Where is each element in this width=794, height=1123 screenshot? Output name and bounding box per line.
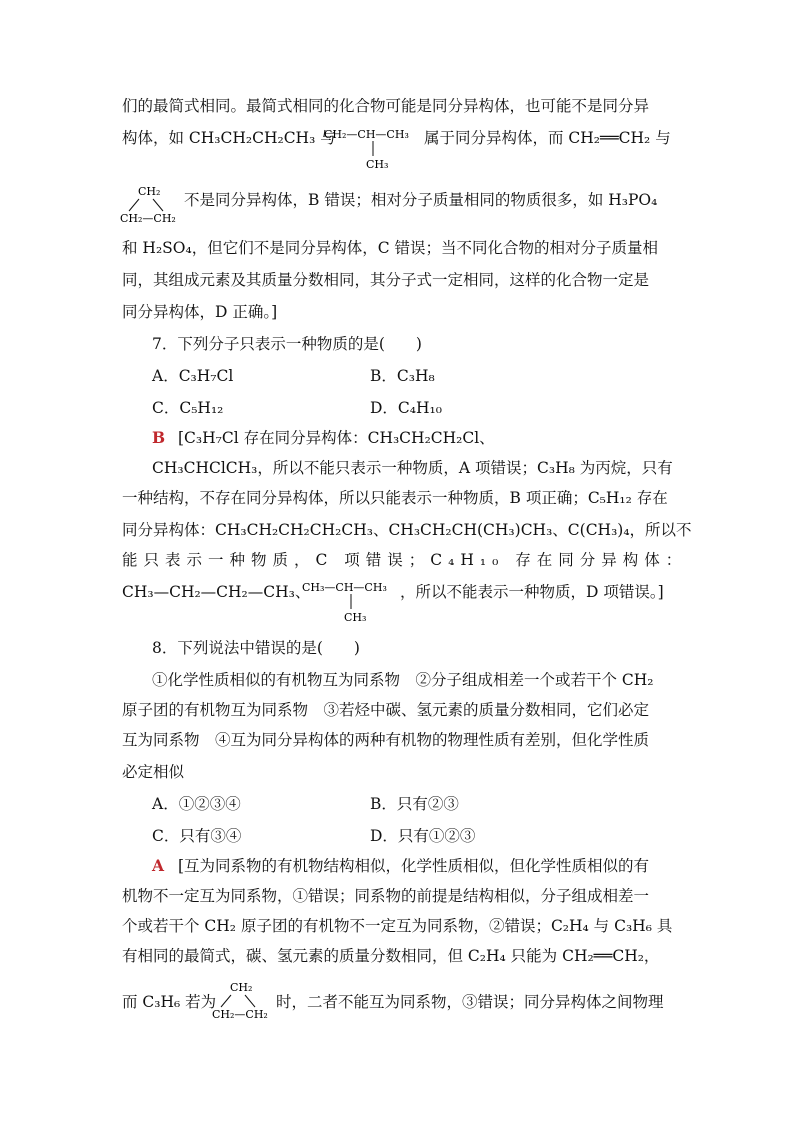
q8-explain-2: 机物不一定互为同系物，①错误；同系物的前提是结构相似，分子组成相差一 — [122, 887, 650, 905]
q7-option-a: A．C₃H₇Cl — [152, 367, 234, 385]
p1-line2a: 构体，如 CH₃CH₂CH₂CH₃ 与 — [122, 129, 336, 147]
p1-line6: 同分异构体，D 正确。] — [122, 303, 278, 321]
q7-answer: B — [152, 428, 166, 447]
q8-statement-1: ①化学性质相似的有机物互为同系物 ②分子组成相差一个或若干个 CH₂ — [152, 671, 654, 689]
isobutane-structure — [324, 124, 424, 176]
p1-line3: 不是同分异构体，B 错误；相对分子质量相同的物质很多，如 H₃PO₄ — [184, 191, 658, 209]
q7-option-b: B．C₃H₈ — [370, 367, 435, 385]
q8-option-c: C．只有③④ — [152, 827, 242, 845]
q7-option-c: C．C₅H₁₂ — [152, 399, 224, 417]
isobutane-main: CH₂—CH—CH₃ — [324, 128, 409, 141]
q8-option-d: D．只有①②③ — [370, 827, 476, 845]
q8-statement-4: 必定相似 — [122, 763, 185, 781]
p1-line2b: 属于同分异构体，而 CH₂══CH₂ 与 — [424, 129, 671, 147]
cyclopropane-bottom: CH₂—CH₂ — [120, 212, 176, 225]
q7-explain-2: CH₃CHClCH₃，所以不能只表示一种物质，A 项错误；C₃H₈ 为丙烷，只有 — [152, 459, 673, 477]
q8-statement-3: 互为同系物 ④互为同分异构体的两种有机物的物理性质有差别，但化学性质 — [122, 731, 650, 749]
q8-stem: 8．下列说法中错误的是( ) — [152, 639, 360, 657]
q8-explain-4: 有相同的最简式，碳、氢元素的质量分数相同，但 C₂H₄ 只能为 CH₂══CH₂， — [122, 947, 660, 965]
cyclopropane-structure-1 — [120, 182, 184, 230]
p1-line1: 们的最简式相同。最简式相同的化合物可能是同分异构体，也可能不是同分异 — [122, 97, 650, 115]
q7-option-d: D．C₄H₁₀ — [370, 399, 442, 417]
q8-option-a: A．①②③④ — [152, 795, 241, 813]
p1-line5: 同，其组成元素及其质量分数相同，其分子式一定相同，这样的化合物一定是 — [122, 271, 650, 289]
cyclopropane-top: CH₂ — [138, 185, 161, 198]
propane-sub: CH₃ — [344, 611, 367, 624]
p1-line4: 和 H₂SO₄，但它们不是同分异构体，C 错误；当不同化合物的相对分子质量相 — [122, 239, 658, 257]
cyclopropane-structure-2 — [212, 978, 276, 1026]
q7-explain-6b: ，所以不能表示一种物质，D 项错误。] — [400, 583, 664, 601]
cyclopropane2-top: CH₂ — [230, 981, 253, 994]
q8-statement-2: 原子团的有机物互为同系物 ③若烃中碳、氢元素的质量分数相同，它们必定 — [122, 701, 650, 719]
q8-explain-1: [互为同系物的有机物结构相似，化学性质相似，但化学性质相似的有 — [178, 857, 650, 875]
propane-branch-structure — [302, 577, 402, 629]
q8-answer: A — [152, 856, 165, 875]
q7-stem: 7．下列分子只表示一种物质的是( ) — [152, 335, 422, 353]
cyclopropane2-bottom: CH₂—CH₂ — [212, 1008, 268, 1021]
propane-main: CH₃—CH—CH₃ — [302, 581, 387, 594]
q7-explain-3: 一种结构，不存在同分异构体，所以只能表示一种物质，B 项正确；C₅H₁₂ 存在 — [122, 489, 668, 507]
q8-explain-3: 个或若干个 CH₂ 原子团的有机物不一定互为同系物，②错误；C₂H₄ 与 C₃H₆ 具 — [122, 917, 673, 935]
q7-explain-5: 能只表示一种物质，C 项错误；C₄H₁₀ 存在同分异构体： — [122, 551, 688, 569]
q8-explain-5b: 时，二者不能互为同系物，③错误；同分异构体之间物理 — [276, 993, 664, 1011]
q7-explain-4: 同分异构体：CH₃CH₂CH₂CH₂CH₃、CH₃CH₂CH(CH₃)CH₃、C(CH₃)₄，所以不 — [122, 521, 692, 539]
q8-explain-5a: 而 C₃H₆ 若为 — [122, 993, 217, 1011]
q8-option-b: B．只有②③ — [370, 795, 459, 813]
q7-explain-1: [C₃H₇Cl 存在同分异构体：CH₃CH₂CH₂Cl、 — [178, 429, 495, 447]
isobutane-sub: CH₃ — [366, 158, 389, 171]
q7-explain-6a: CH₃—CH₂—CH₂—CH₃、 — [122, 583, 311, 601]
